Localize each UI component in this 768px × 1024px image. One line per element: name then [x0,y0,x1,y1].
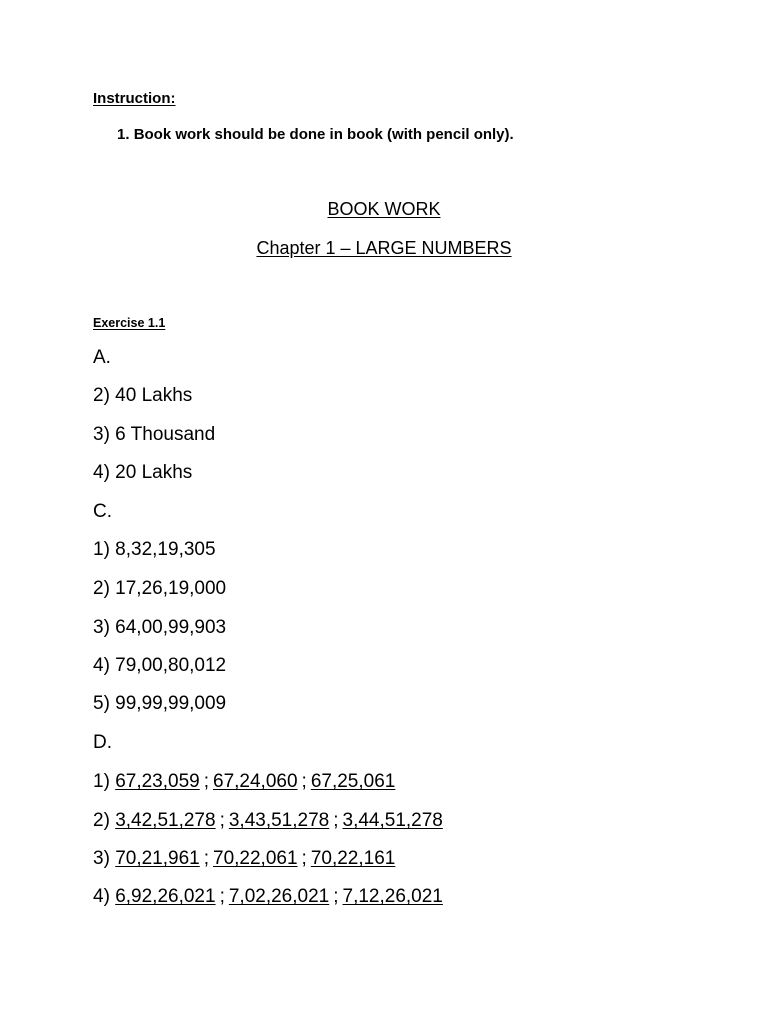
separator: ; [333,810,339,831]
answer-value: 3,43,51,278 [228,810,330,831]
exercise-label: Exercise 1.1 [93,316,166,330]
answer-value: 70,21,961 [115,848,200,869]
answer-value: 7,12,26,021 [342,886,443,907]
answer-value: 67,24,060 [213,771,298,792]
item-number: 2) [93,810,110,831]
section-a-item: 4) 20 Lakhs [93,462,193,483]
instruction-item-text: Book work should be done in book (with pencil only). [133,126,514,143]
section-c-item: 4) 79,00,80,012 [93,655,227,676]
item-number: 4) [93,886,110,907]
separator: ; [219,886,225,907]
answer-value: 70,22,061 [213,848,298,869]
item-number: 3) [93,848,110,869]
section-c-label: C. [93,501,112,522]
answer-value: 6,92,26,021 [115,886,216,907]
answer-value: 67,23,059 [115,771,200,792]
separator: ; [219,810,225,831]
section-c-item: 3) 64,00,99,903 [93,617,227,638]
separator: ; [301,848,307,869]
section-c-item: 2) 17,26,19,000 [93,578,227,599]
section-d-item [93,848,395,870]
section-d-item [93,886,443,908]
section-a-item: 3) 6 Thousand [93,424,216,445]
separator: ; [203,771,209,792]
section-d-label: D. [93,732,112,753]
item-number: 1) [93,771,110,792]
section-c-item: 5) 99,99,99,009 [93,693,227,714]
section-d-item [93,771,395,793]
instruction-item-number: 1. [117,126,130,143]
separator: ; [333,886,339,907]
separator: ; [301,771,307,792]
answer-value: 67,25,061 [310,771,396,792]
section-a-label: A. [93,347,111,368]
section-c-item: 1) 8,32,19,305 [93,539,216,560]
title-book-work: BOOK WORK [327,199,441,219]
title-chapter: Chapter 1 – LARGE NUMBERS [256,238,512,258]
answer-value: 7,02,26,021 [228,886,330,907]
section-a-item: 2) 40 Lakhs [93,385,193,406]
separator: ; [203,848,209,869]
section-d-item [93,810,443,832]
answer-value: 3,44,51,278 [342,810,443,831]
instruction-heading: Instruction: [93,90,176,107]
instruction-item [117,126,514,143]
answer-value: 70,22,161 [310,848,396,869]
answer-value: 3,42,51,278 [115,810,216,831]
